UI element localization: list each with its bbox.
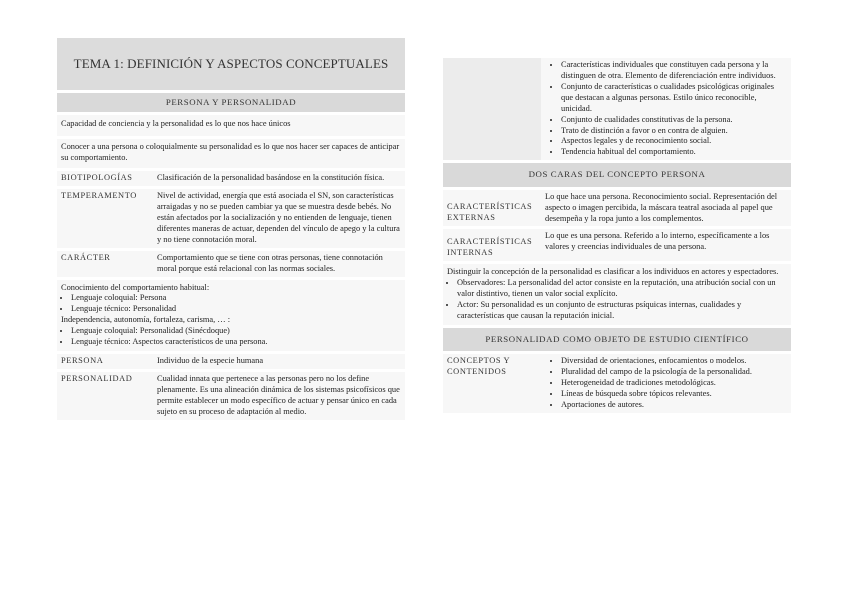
list-item: • Conjunto de características o cualidades psicológicas originales que destacan a algunas personas. Estilo único reconocible, unicidad. <box>561 82 787 115</box>
row-text: Lo que hace una persona. Reconocimiento social. Representación del aspecto o imagen percibida, la máscara teatral asociada al papel que desempeña y la ropa junto a los complementos. <box>545 191 778 223</box>
behavior-line-2: Independencia, autonomía, fortaleza, carisma, … : <box>61 315 231 325</box>
behavior-line-1: Conocimiento del comportamiento habitual: <box>61 282 210 292</box>
intro-text-1: Capacidad de conciencia y la personalidad es lo que nos hace únicos <box>61 119 291 129</box>
distinction-block <box>443 264 791 325</box>
row-text: Cualidad innata que pertenece a las personas pero no los define plenamente. Es una alineación dinámica de los sistemas psicofísicos que permite establecer un modo específico de actuar y pensar único en cada sujeto en su proceso de adaptación al medio. <box>157 374 400 416</box>
section-header-persona: PERSONA Y PERSONALIDAD <box>57 93 405 112</box>
table-row <box>57 372 405 420</box>
list-item: • Aspectos legales y de reconocimiento social. <box>561 136 787 147</box>
list-item: • Líneas de búsqueda sobre tópicos relevantes. <box>561 389 787 400</box>
section-header-estudio: PERSONALIDAD COMO OBJETO DE ESTUDIO CIENTÍFICO <box>443 328 791 351</box>
list-item: • Aportaciones de autores. <box>561 400 787 411</box>
page-title: TEMA 1: DEFINICIÓN Y ASPECTOS CONCEPTUALES <box>57 38 405 90</box>
row-label: CARACTERÍSTICAS INTERNAS <box>447 237 533 258</box>
empty-label-cell <box>443 58 541 160</box>
table-row <box>57 189 405 248</box>
concepts-list-cell <box>541 354 791 413</box>
table-row <box>57 171 405 186</box>
row-label: PERSONALIDAD <box>61 374 133 384</box>
list-item: • Conjunto de cualidades constitutivas de la persona. <box>561 115 787 126</box>
table-row <box>57 354 405 369</box>
distinction-text: Distinguir la concepción de la personalidad es clasificar a los individuos en actores y espectadores. <box>447 267 779 277</box>
top-list-cell <box>541 58 791 160</box>
right-column <box>443 58 791 413</box>
list-item: • Pluralidad del campo de la psicología de la personalidad. <box>561 367 787 378</box>
table-row <box>443 190 791 227</box>
list-item: • Lenguaje coloquial: Personalidad (Sinécdoque) <box>71 326 401 337</box>
row-text: Individuo de la especie humana <box>157 356 264 366</box>
left-column <box>57 38 405 420</box>
row-text: Comportamiento que se tiene con otras personas, tiene connotación moral porque está relacional con las normas sociales. <box>157 252 383 273</box>
list-item: • Observadores: La personalidad del actor consiste en la reputación, una atribución social con un valor distintivo, tienen un valor social explícito. <box>457 278 787 300</box>
list-item: • Lenguaje técnico: Aspectos característicos de una persona. <box>71 337 401 348</box>
row-text: Lo que es una persona. Referido a lo interno, específicamente a los valores y creencias individuales de una persona. <box>545 231 770 252</box>
right-table <box>443 58 791 413</box>
table-row <box>443 354 791 413</box>
row-label: CONCEPTOS Y CONTENIDOS <box>447 356 510 377</box>
behavior-block <box>57 280 405 352</box>
list-item: • Lenguaje coloquial: Persona <box>71 293 401 304</box>
left-table <box>57 90 405 420</box>
row-label: BIOTIPOLOGÍAS <box>61 173 133 183</box>
intro-text-2: Conocer a una persona o coloquialmente su personalidad es lo que nos hacer ser capaces de anticipar su comportamiento. <box>61 142 400 163</box>
list-item: • Trato de distinción a favor o en contra de alguien. <box>561 126 787 137</box>
row-text: Nivel de actividad, energía que está asociada el SN, son características arraigadas y no se pueden cambiar ya que se muestra desde bebés. No están afectados por la socialización y no entienden de lenguaje, tienen diferentes maneras de actuar, dependen del vínculo de apego y la cultura y no tiene connotación moral. <box>157 191 400 244</box>
list-item: • Actor: Su personalidad es un conjunto de estructuras psíquicas internas, cualidades y características que causan la reputación inicial. <box>457 300 787 322</box>
table-row <box>443 229 791 261</box>
table-row <box>57 251 405 277</box>
list-item: • Características individuales que constituyen cada persona y la distinguen de otra. Elemento de diferenciación entre individuos. <box>561 60 787 82</box>
list-item: • Heterogeneidad de tradiciones metodológicas. <box>561 378 787 389</box>
list-item: • Diversidad de orientaciones, enfocamientos o modelos. <box>561 356 787 367</box>
row-label: CARÁCTER <box>61 252 111 262</box>
row-label: PERSONA <box>61 356 104 366</box>
row-label: CARACTERÍSTICAS EXTERNAS <box>447 201 533 222</box>
row-text: Clasificación de la personalidad basándose en la constitución física. <box>157 173 385 183</box>
list-item: • Tendencia habitual del comportamiento. <box>561 147 787 158</box>
list-item: • Lenguaje técnico: Personalidad <box>71 304 401 315</box>
row-label: TEMPERAMENTO <box>61 191 137 201</box>
section-header-dos-caras: DOS CARAS DEL CONCEPTO PERSONA <box>443 163 791 186</box>
